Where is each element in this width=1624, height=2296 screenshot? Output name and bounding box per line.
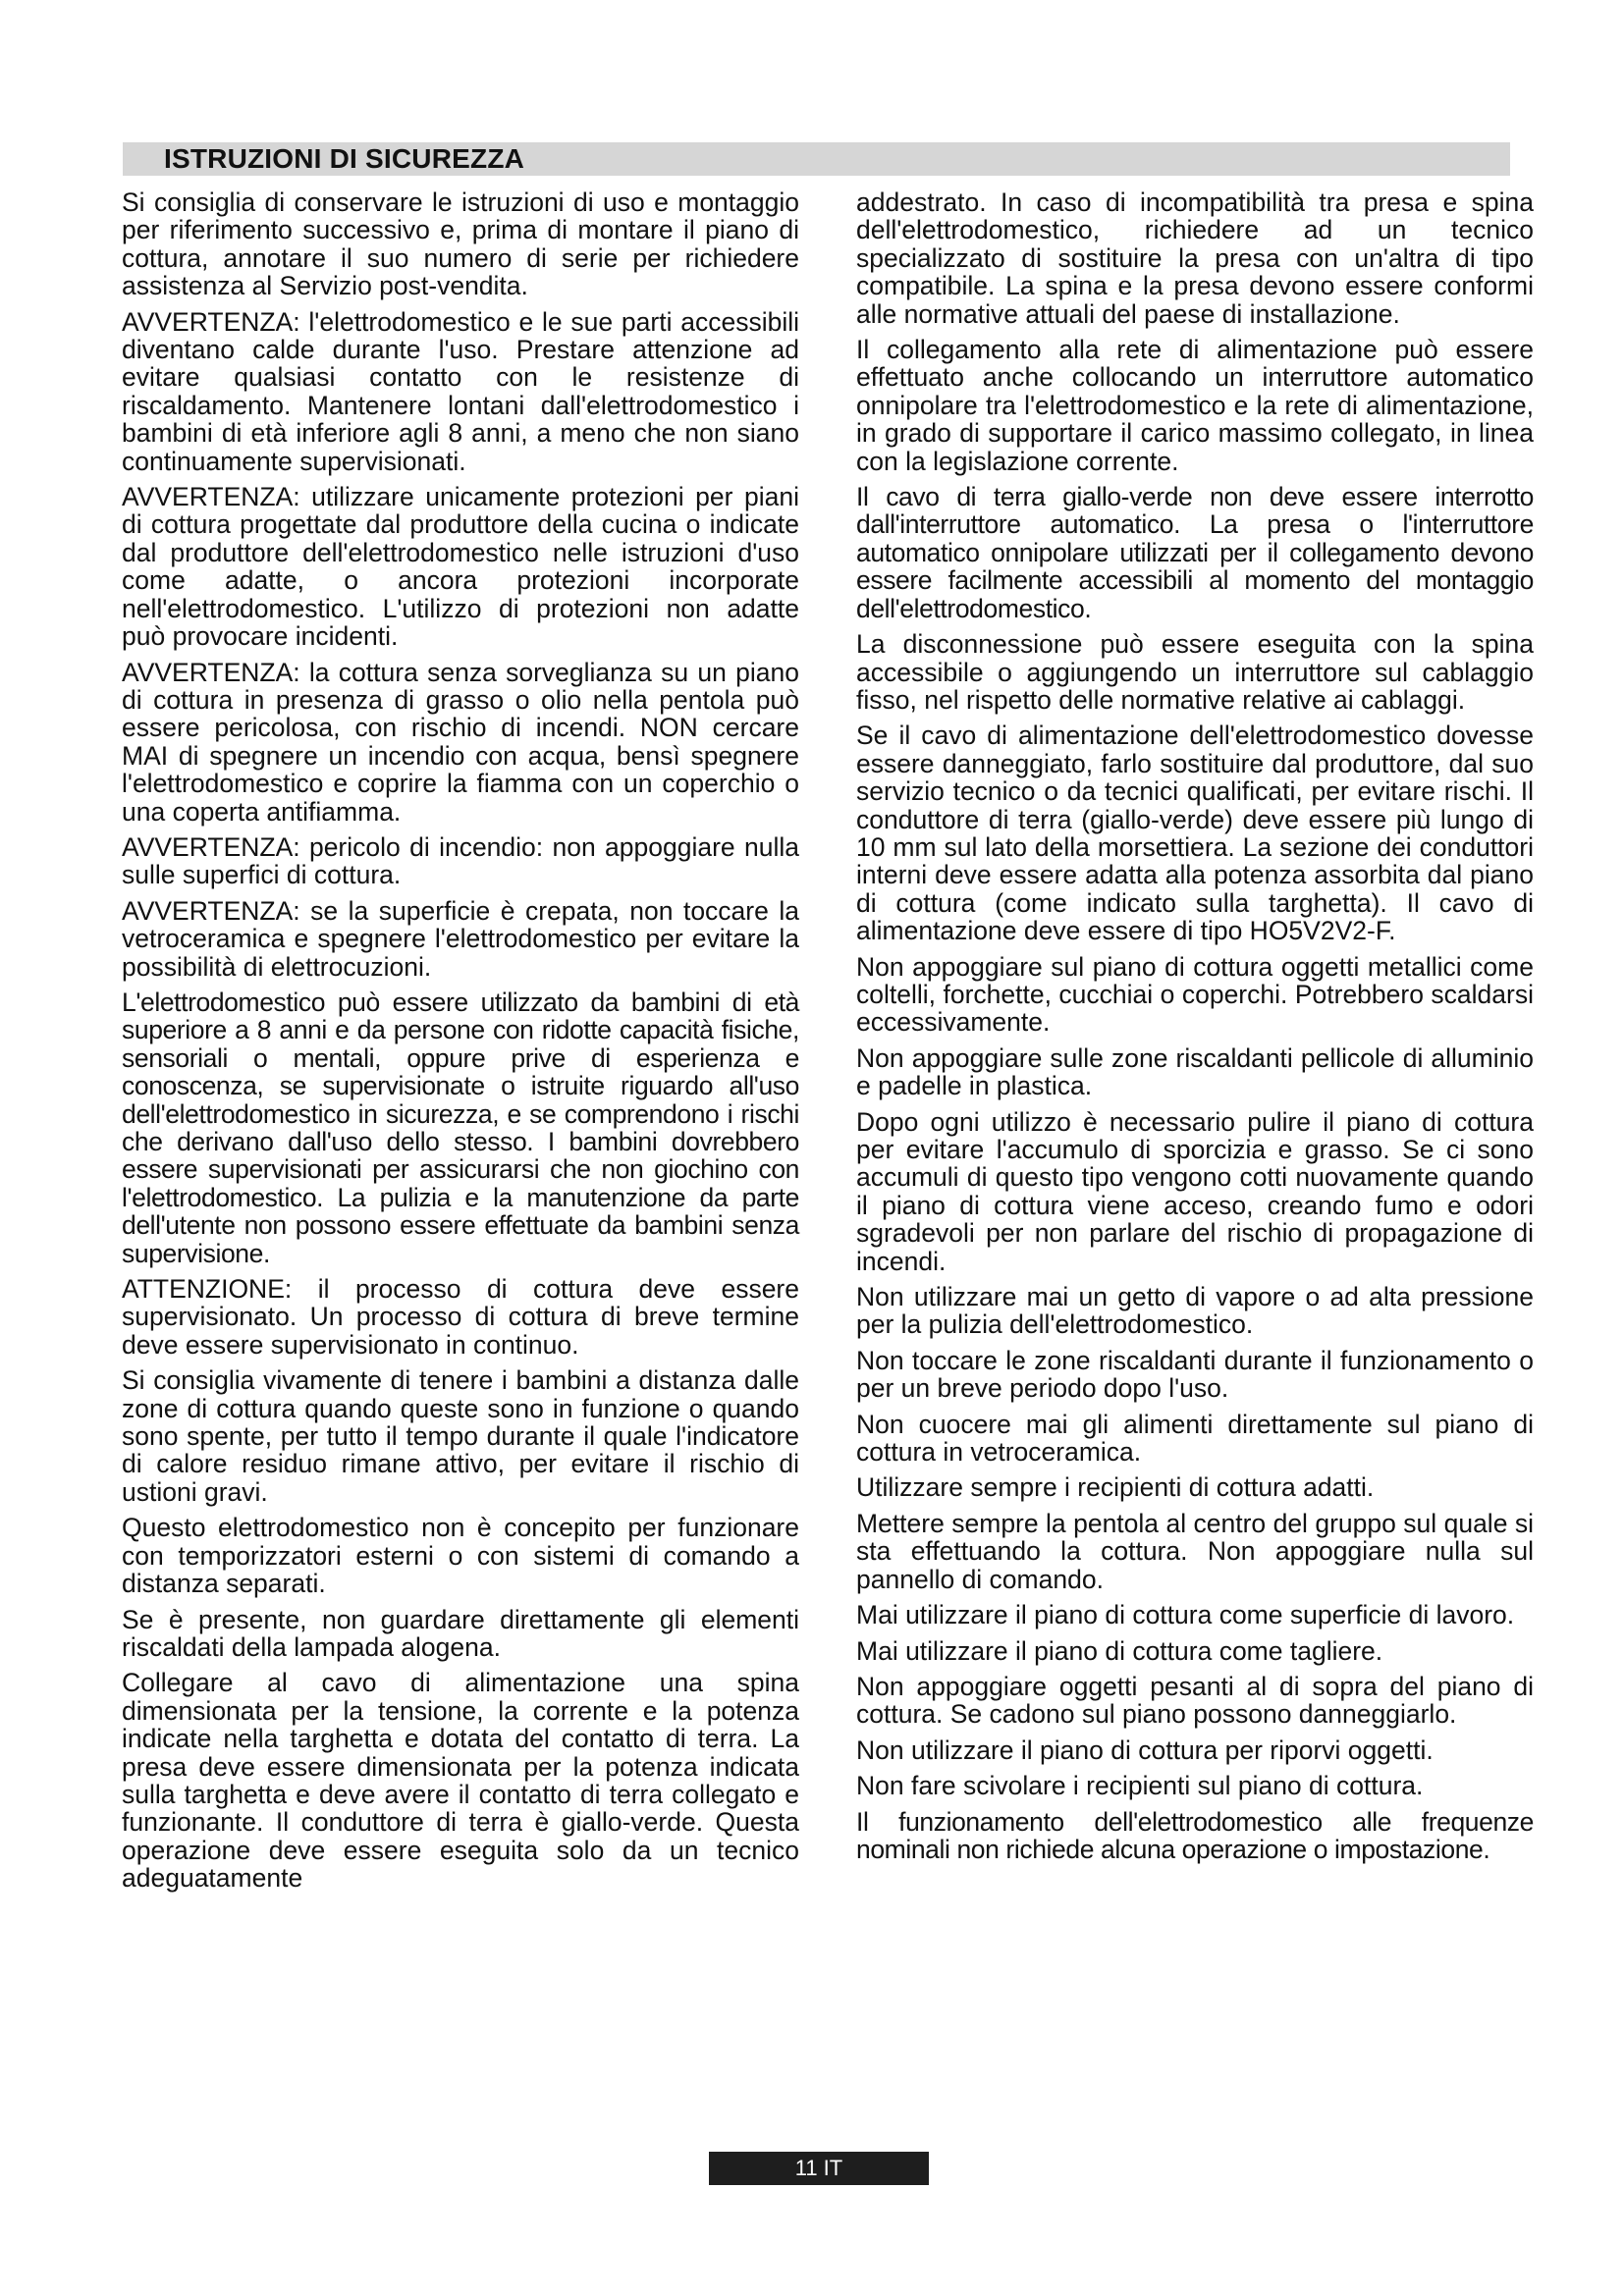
paragraph: Questo elettrodomestico non è concepito per funzionare con temporizzatori esterni o con sistemi di comando a distanza separati. (122, 1513, 799, 1599)
page-number: 11 IT (709, 2152, 929, 2185)
paragraph: Non fare scivolare i recipienti sul piano di cottura. (856, 1771, 1424, 1801)
paragraph: Non utilizzare mai un getto di vapore o ad alta pressione per la pulizia dell'elettrodomestico. (856, 1282, 1534, 1340)
paragraph: Se il cavo di alimentazione dell'elettrodomestico dovesse essere danneggiato, farlo sostituire dal produttore, dal suo servizio tecnico o da tecnici qualificati, per evitare rischi. Il conduttore di terra (giallo-verde) deve essere più lungo di 10 mm sul lato della morsettiera. La sezione dei conduttori interni deve essere adatta alla potenza assorbita dal piano di cottura (come indicato sulla targhetta). Il cavo di alimentazione deve essere di tipo HO5V2V2-F. (856, 721, 1534, 946)
paragraph: Non appoggiare sulle zone riscaldanti pellicole di alluminio e padelle in plastica. (856, 1042, 1534, 1101)
paragraph: Dopo ogni utilizzo è necessario pulire il piano di cottura per evitare l'accumulo di sporcizia e grasso. Se ci sono accumuli di questo tipo vengono cotti nuovamente quando il piano di cottura viene acceso, creando fumo e odori sgradevoli per non parlare del rischio di propagazione di incendi. (856, 1106, 1534, 1276)
paragraph: Non appoggiare sul piano di cottura oggetti metallici come coltelli, forchette, cucchiai o coperchi. Potrebbero scaldarsi eccessivamente. (856, 951, 1534, 1038)
paragraph: Utilizzare sempre i recipienti di cottura adatti. (856, 1472, 1375, 1503)
section-title: ISTRUZIONI DI SICUREZZA (164, 143, 525, 174)
paragraph: Non utilizzare il piano di cottura per riporvi oggetti. (856, 1735, 1434, 1765)
paragraph: Non cuocere mai gli alimenti direttamente sul piano di cottura in vetroceramica. (856, 1409, 1534, 1468)
paragraph: Si consiglia vivamente di tenere i bambini a distanza dalle zone di cottura quando queste sono in funzione o quando sono spente, per tutto il tempo durante il quale l'indicatore di calore residuo rimane attivo, per evitare il rischio di ustioni gravi. (122, 1365, 799, 1507)
paragraph: AVVERTENZA: se la superficie è crepata, non toccare la vetroceramica e spegnere l'elettrodomestico per evitare la possibilità di elettrocuzioni. (122, 895, 799, 982)
paragraph: Il funzionamento dell'elettrodomestico alle frequenze nominali non richiede alcuna operazione o impostazione. (856, 1806, 1534, 1864)
paragraph: La disconnessione può essere eseguita con la spina accessibile o aggiungendo un interruttore sul cablaggio fisso, nel rispetto delle normative relative ai cablaggi. (856, 629, 1534, 715)
paragraph: Si consiglia di conservare le istruzioni di uso e montaggio per riferimento successivo e, prima di montare il piano di cottura, annotare il suo numero di serie per richiedere assistenza al Servizio post-vendita. (122, 187, 799, 301)
left-column (122, 188, 799, 1900)
paragraph: AVVERTENZA: utilizzare unicamente protezioni per piani di cottura progettate dal produttore della cucina o indicate dal produttore dell'elettrodomestico nelle istruzioni d'uso come adatte, o ancora protezioni incorporate nell'elettrodomestico. L'utilizzo di protezioni non adatte può provocare incidenti. (122, 482, 799, 652)
paragraph: AVVERTENZA: la cottura senza sorveglianza su un piano di cottura in presenza di grasso o olio nella pentola può essere pericolosa, con rischio di incendi. NON cercare MAI di spegnere un incendio con acqua, bensì spegnere l'elettrodomestico e coprire la fiamma con un coperchio o una coperta antifiamma. (122, 657, 799, 827)
paragraph: L'elettrodomestico può essere utilizzato da bambini di età superiore a 8 anni e da persone con ridotte capacità fisiche, sensoriali o mentali, oppure prive di esperienza e conoscenza, se supervisionate o istruite riguardo all'uso dell'elettrodomestico in sicurezza, e se comprendono i rischi che derivano dall'uso dello stesso. I bambini dovrebbero essere supervisionati per assicurarsi che non giochino con l'elettrodomestico. La pulizia e la manutenzione da parte dell'utente non possono essere effettuate da bambini senza supervisione. (122, 987, 799, 1268)
paragraph: Il cavo di terra giallo-verde non deve essere interrotto dall'interruttore automatico. La presa o l'interruttore automatico onnipolare utilizzati per il collegamento devono essere facilmente accessibili al momento del montaggio dell'elettrodomestico. (856, 482, 1534, 623)
paragraph: Il collegamento alla rete di alimentazione può essere effettuato anche collocando un interruttore automatico onnipolare tra l'elettrodomestico e la rete di alimentazione, in grado di supportare il carico massimo collegato, in linea con la legislazione corrente. (856, 335, 1534, 476)
paragraph: ATTENZIONE: il processo di cottura deve essere supervisionato. Un processo di cottura di breve termine deve essere supervisionato in continuo. (122, 1274, 799, 1360)
paragraph: Non toccare le zone riscaldanti durante il funzionamento o per un breve periodo dopo l'uso. (856, 1345, 1534, 1404)
paragraph: Mai utilizzare il piano di cottura come superficie di lavoro. (856, 1600, 1515, 1630)
paragraph: Non appoggiare oggetti pesanti al di sopra del piano di cottura. Se cadono sul piano possono danneggiarlo. (856, 1671, 1534, 1730)
paragraph: addestrato. In caso di incompatibilità tra presa e spina dell'elettrodomestico, richiedere ad un tecnico specializzato di sostituire la presa con un'altra di tipo compatibile. La spina e la presa devono essere conformi alle normative attuali del paese di installazione. (856, 187, 1534, 329)
paragraph: Collegare al cavo di alimentazione una spina dimensionata per la tensione, la corrente e la potenza indicate nella targhetta e dotata del contatto di terra. La presa deve essere dimensionata per la potenza indicata sulla targhetta e deve avere il contatto di terra collegato e funzionante. Il conduttore di terra è giallo-verde. Questa operazione deve essere eseguita solo da un tecnico adeguatamente (122, 1668, 799, 1894)
paragraph: Se è presente, non guardare direttamente gli elementi riscaldati della lampada alogena. (122, 1604, 799, 1662)
paragraph: AVVERTENZA: l'elettrodomestico e le sue parti accessibili diventano calde durante l'uso. Prestare attenzione ad evitare qualsiasi contatto con le resistenze di riscaldamento. Mantenere lontani dall'elettrodomestico i bambini di età inferiore agli 8 anni, a meno che non siano continuamente supervisionati. (122, 306, 799, 476)
section-header (123, 142, 1510, 176)
paragraph: AVVERTENZA: pericolo di incendio: non appoggiare nulla sulle superfici di cottura. (122, 831, 799, 890)
right-column (856, 188, 1534, 1871)
paragraph: Mettere sempre la pentola al centro del gruppo sul quale si sta effettuando la cottura. Non appoggiare nulla sul pannello di comando. (856, 1508, 1534, 1594)
paragraph: Mai utilizzare il piano di cottura come tagliere. (856, 1635, 1383, 1666)
